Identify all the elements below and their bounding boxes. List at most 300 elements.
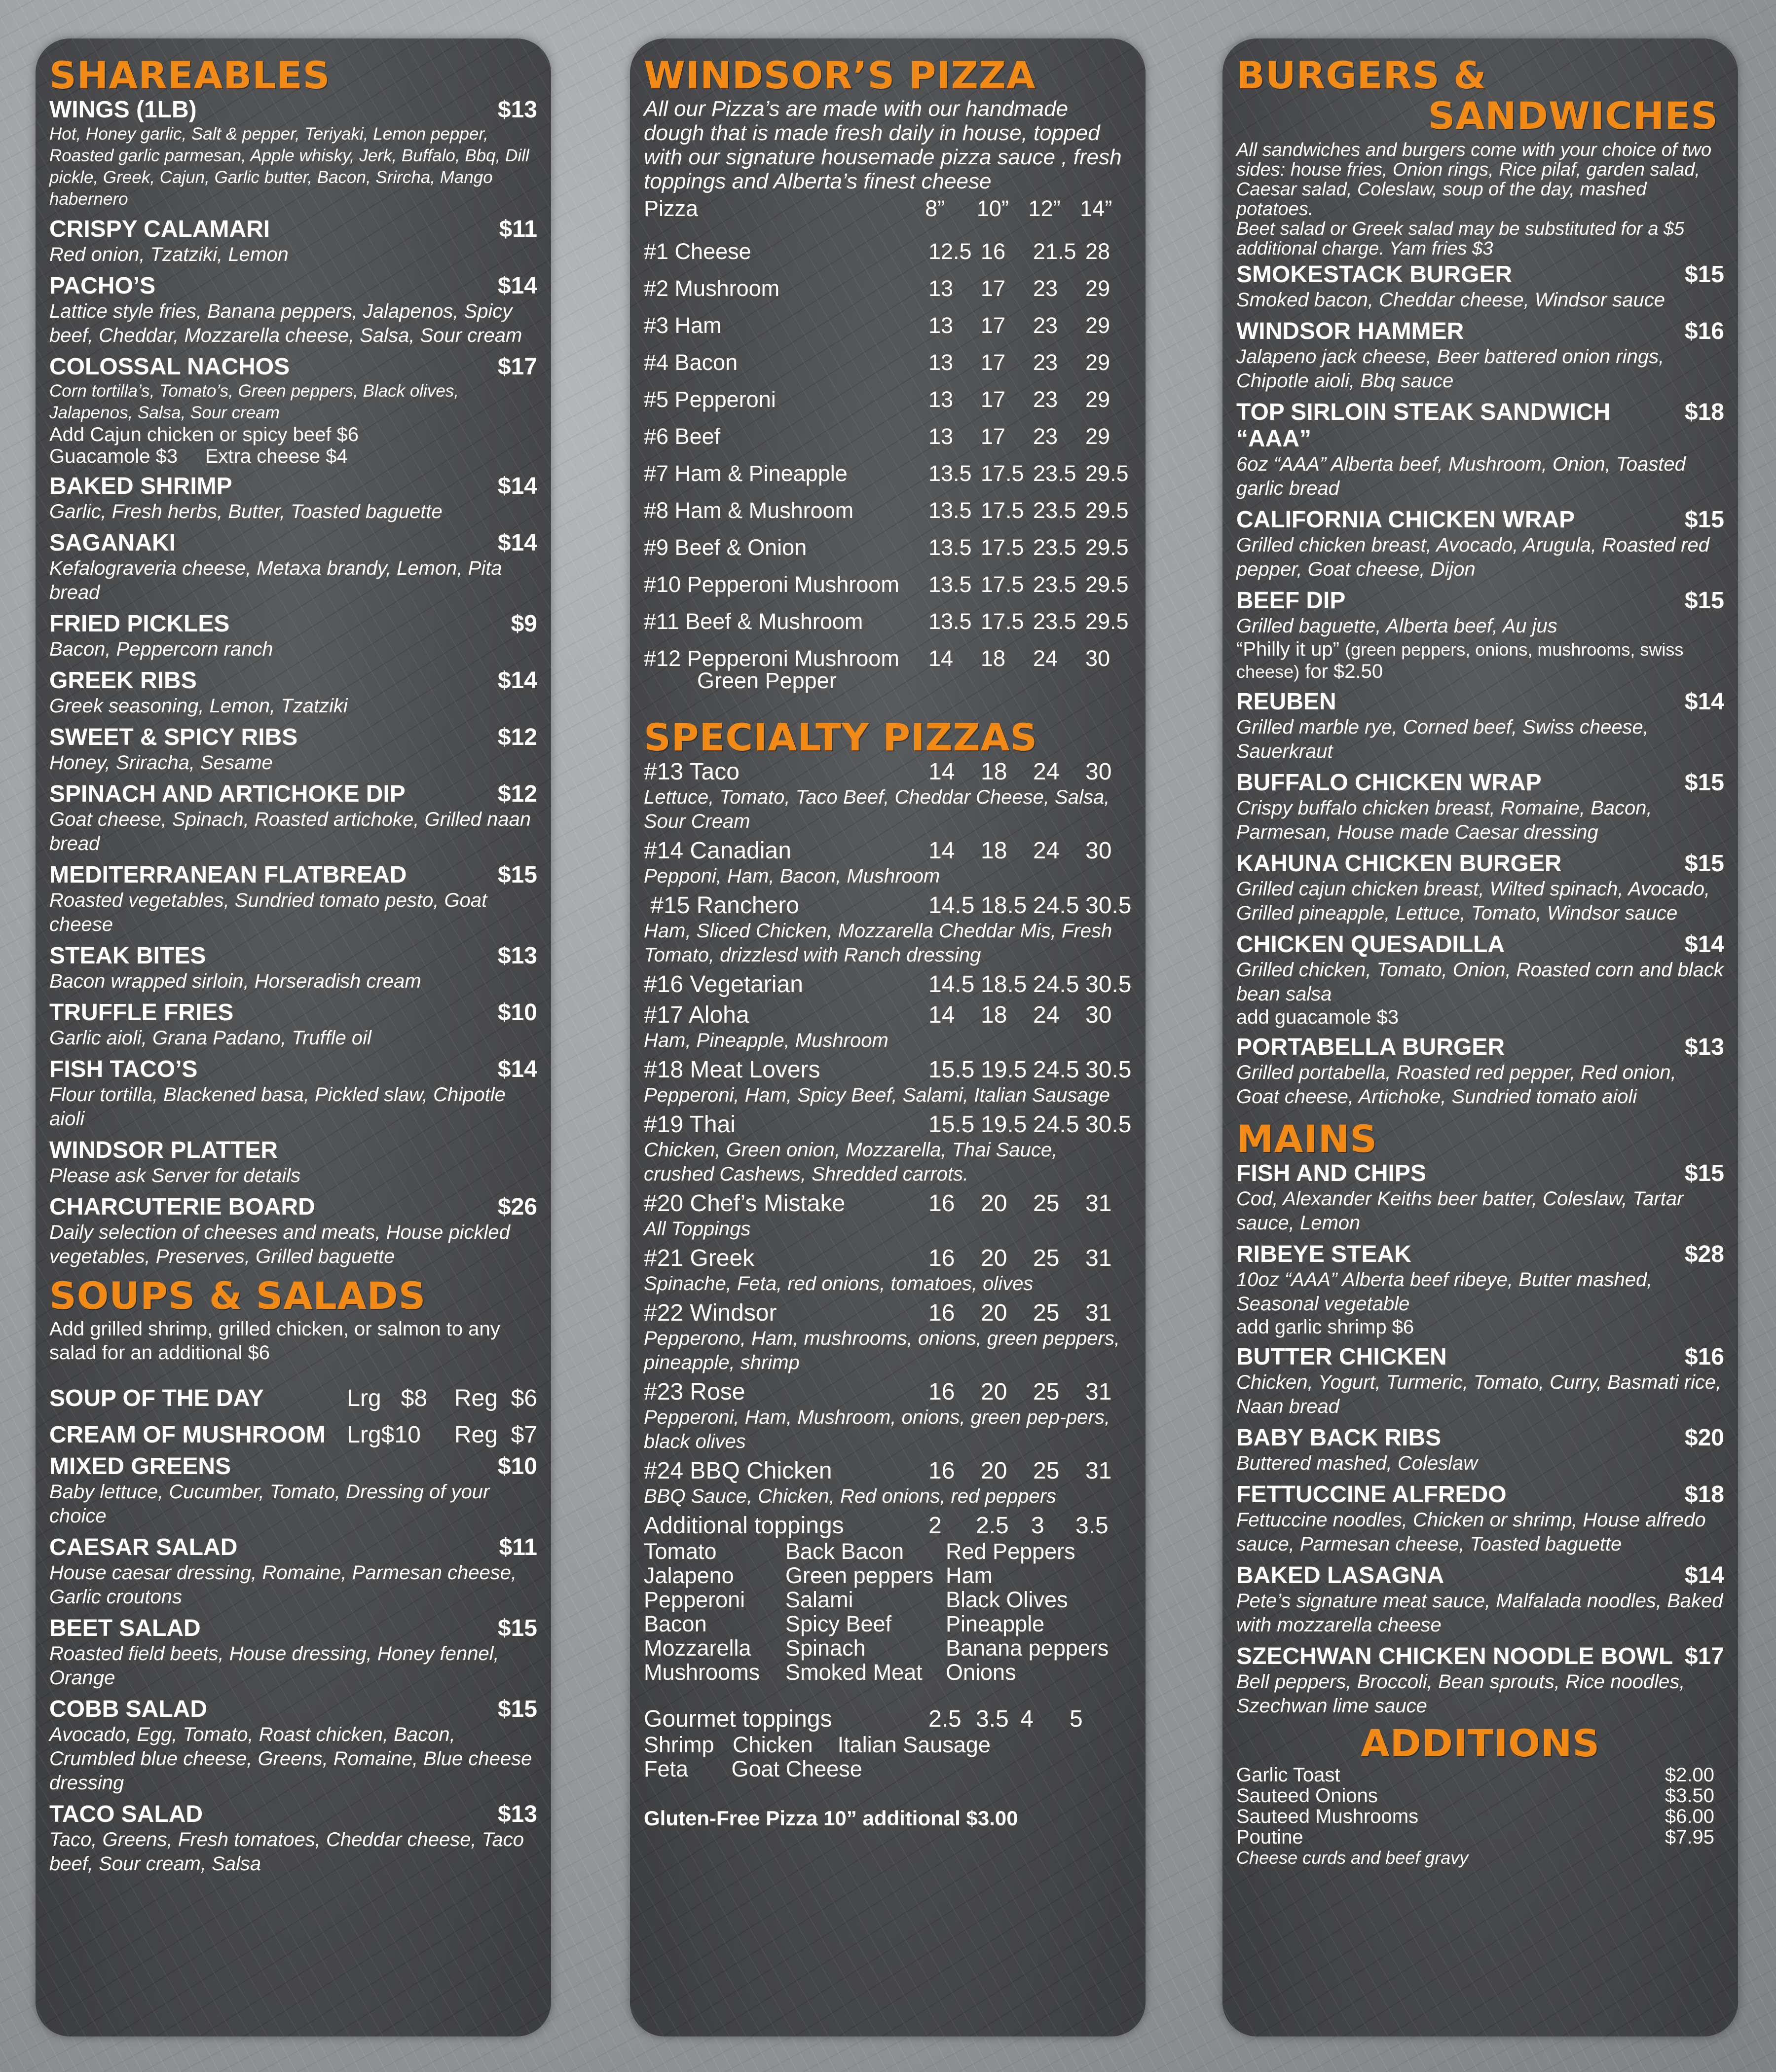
topping: Mozzarella bbox=[644, 1635, 751, 1661]
burgers-intro: All sandwiches and burgers come with your choice of two sides: house fries, Onion rings, Rice pilaf, garden salad, Caesar salad, Coleslaw, soup of the day, mashed potatoes. bbox=[1236, 140, 1712, 220]
menu-item-row bbox=[49, 216, 537, 243]
menu-item-addon: add guacamole $3 bbox=[1236, 1006, 1399, 1028]
topping: Spicy Beef bbox=[785, 1611, 892, 1636]
menu-item bbox=[49, 216, 537, 267]
specialty-pizza-price: 31 bbox=[1085, 1190, 1112, 1217]
toppings-row bbox=[644, 1563, 1132, 1588]
specialty-pizza bbox=[644, 1190, 1132, 1241]
menu-item-description: Bell peppers, Broccoli, Bean sprouts, Rice noodles, Szechwan lime sauce bbox=[1236, 1671, 1685, 1717]
menu-item-price: $18 bbox=[1684, 1481, 1724, 1508]
menu-item-description: Bacon, Peppercorn ranch bbox=[49, 638, 273, 660]
pizza-price: 23.5 bbox=[1033, 572, 1076, 597]
menu-item bbox=[49, 1056, 537, 1131]
menu-item-description: Grilled baguette, Alberta beef, Au jus bbox=[1236, 615, 1557, 637]
burgers-panel bbox=[1222, 38, 1738, 2036]
pizza-price: 17.5 bbox=[981, 461, 1024, 486]
menu-item-name: BUFFALO CHICKEN WRAP bbox=[1236, 770, 1542, 796]
specialty-pizza-name: #18 Meat Lovers bbox=[644, 1057, 820, 1083]
addition-name: Poutine bbox=[1236, 1826, 1303, 1848]
soup-line bbox=[49, 1380, 537, 1417]
burgers-heading-line2: SANDWICHES bbox=[1428, 94, 1718, 138]
specialty-pizza bbox=[644, 1002, 1132, 1053]
soup-name: SOUP OF THE DAY bbox=[49, 1385, 264, 1411]
menu-item-name: GREEK RIBS bbox=[49, 667, 197, 694]
pizza-row bbox=[644, 307, 1132, 344]
menu-item-row bbox=[1236, 770, 1724, 796]
menu-item-addon: Add Cajun chicken or spicy beef $6 bbox=[49, 424, 359, 445]
menu-item-name: TOP SIRLOIN STEAK SANDWICH “AAA” bbox=[1236, 399, 1611, 452]
specialty-pizza-price: 14.5 bbox=[928, 971, 975, 998]
specialty-pizza-description: All Toppings bbox=[644, 1218, 751, 1240]
shareables-panel bbox=[36, 38, 551, 2036]
menu-item-row bbox=[49, 781, 537, 808]
specialty-pizza-price: 30.5 bbox=[1085, 971, 1132, 998]
menu-item-description: Fettuccine noodles, Chicken or shrimp, House alfredo sauce, Parmesan cheese, Toasted baguette bbox=[1236, 1509, 1706, 1555]
menu-item-description: Hot, Honey garlic, Salt & pepper, Teriyaki, Lemon pepper, Roasted garlic parmesan, Apple whisky, Jerk, Buffalo, Bbq, Dill pickle, Greek, Cajun, Garlic butter, Bacon, Srircha, Mango habernero bbox=[49, 124, 529, 209]
menu-item-name: WINGS (1LB) bbox=[49, 97, 197, 123]
menu-item-price: $13 bbox=[497, 943, 537, 969]
specialty-pizza bbox=[644, 971, 1132, 998]
specialty-pizza-row bbox=[644, 1002, 1132, 1029]
specialty-pizza-name: #17 Aloha bbox=[644, 1002, 749, 1028]
philly-label: “Philly it up” bbox=[1236, 638, 1339, 660]
menu-item-price: $18 bbox=[1684, 399, 1724, 425]
specialty-pizza-price: 25 bbox=[1033, 1190, 1060, 1217]
menu-item-price: $11 bbox=[499, 216, 537, 242]
menu-item bbox=[1236, 1160, 1724, 1235]
pizza-price: 28 bbox=[1085, 239, 1110, 264]
topping: Spinach bbox=[785, 1635, 866, 1661]
menu-item-row bbox=[49, 943, 537, 969]
specialty-pizza-price: 24.5 bbox=[1033, 1057, 1079, 1083]
pizza-price: 21.5 bbox=[1033, 239, 1076, 264]
specialty-pizza-row bbox=[644, 1300, 1132, 1327]
toppings-row bbox=[644, 1660, 1132, 1684]
menu-item-row bbox=[49, 530, 537, 556]
menu-item-price: $14 bbox=[1684, 689, 1724, 715]
specialty-pizza-name: #23 Rose bbox=[644, 1379, 745, 1405]
menu-item-name: WINDSOR PLATTER bbox=[49, 1137, 278, 1163]
pizza-price: 24 bbox=[1033, 646, 1058, 671]
pizza-price: 29 bbox=[1085, 313, 1110, 338]
menu-item-price: $9 bbox=[511, 611, 537, 637]
menu-item bbox=[1236, 1241, 1724, 1338]
specialty-pizza-name: #15 Ranchero bbox=[644, 892, 799, 919]
menu-item-row bbox=[1236, 1425, 1724, 1451]
menu-item-row bbox=[49, 1194, 537, 1221]
menu-item-name: PACHO’S bbox=[49, 273, 156, 299]
pizza-price: 29 bbox=[1085, 350, 1110, 375]
pizza-name: #1 Cheese bbox=[644, 239, 751, 264]
pizza-row bbox=[644, 566, 1132, 603]
menu-item-price: $13 bbox=[497, 97, 537, 123]
specialty-pizza bbox=[644, 1111, 1132, 1186]
addition-name: Sauteed Mushrooms bbox=[1236, 1806, 1419, 1827]
addition-row bbox=[1236, 1785, 1724, 1806]
shareables-heading: SHAREABLES bbox=[49, 53, 331, 97]
pizza-price: 17.5 bbox=[981, 572, 1024, 597]
pizza-price: 17.5 bbox=[981, 498, 1024, 523]
menu-item-description: Crispy buffalo chicken breast, Romaine, Bacon, Parmesan, House made Caesar dressing bbox=[1236, 797, 1652, 843]
poutine-note: Cheese curds and beef gravy bbox=[1236, 1848, 1469, 1868]
pizza-name: #7 Ham & Pineapple bbox=[644, 461, 848, 486]
menu-item-row bbox=[49, 1137, 537, 1164]
menu-item-price: $14 bbox=[497, 473, 537, 499]
menu-item-row bbox=[49, 999, 537, 1026]
specialty-pizza-description: Pepponi, Ham, Bacon, Mushroom bbox=[644, 865, 940, 887]
menu-item-price: $15 bbox=[1684, 261, 1724, 288]
menu-item bbox=[1236, 770, 1724, 845]
specialty-pizza-name: #21 Greek bbox=[644, 1245, 755, 1271]
specialty-pizza-price: 18 bbox=[981, 1002, 1007, 1028]
specialty-pizza-row bbox=[644, 971, 1132, 998]
toppings-row bbox=[644, 1588, 1132, 1612]
philly-note: (green peppers, onions, mushrooms, swiss cheese) bbox=[1236, 639, 1684, 682]
specialty-pizza-row bbox=[644, 838, 1132, 864]
specialty-pizza-price: 15.5 bbox=[928, 1057, 975, 1083]
topping: Jalapeno bbox=[644, 1563, 734, 1588]
specialty-pizza-description: Chicken, Green onion, Mozzarella, Thai Sauce, crushed Cashews, Shredded carrots. bbox=[644, 1139, 1058, 1185]
menu-item-name: WINDSOR HAMMER bbox=[1236, 318, 1464, 344]
menu-item-description: Avocado, Egg, Tomato, Roast chicken, Bacon, Crumbled blue cheese, Greens, Romaine, Blue cheese dressing bbox=[49, 1724, 532, 1794]
menu-item-name: REUBEN bbox=[1236, 689, 1336, 715]
soup-large-price: Lrg $8 bbox=[347, 1385, 428, 1411]
menu-item-name: CALIFORNIA CHICKEN WRAP bbox=[1236, 507, 1575, 533]
menu-item-name: CRISPY CALAMARI bbox=[49, 216, 270, 242]
menu-item-name: FRIED PICKLES bbox=[49, 611, 230, 637]
pizza-price: 23 bbox=[1033, 313, 1058, 338]
soup-lines bbox=[49, 1380, 537, 1453]
specialty-pizza-price: 30.5 bbox=[1085, 1057, 1132, 1083]
specialty-pizza-row bbox=[644, 1111, 1132, 1138]
additions-list bbox=[1236, 1765, 1724, 1848]
menu-item-name: SWEET & SPICY RIBS bbox=[49, 724, 298, 750]
pizza-price: 29 bbox=[1085, 276, 1110, 301]
menu-item-description: Garlic, Fresh herbs, Butter, Toasted baguette bbox=[49, 501, 443, 522]
menu-item-price: $17 bbox=[497, 354, 537, 380]
specialty-pizza-price: 16 bbox=[928, 1190, 955, 1217]
specialty-pizza-price: 16 bbox=[928, 1300, 955, 1326]
pizza-price: 13 bbox=[928, 350, 954, 375]
menu-item-description: Grilled cajun chicken breast, Wilted spinach, Avocado, Grilled pineapple, Lettuce, Tomato, Windsor sauce bbox=[1236, 878, 1710, 924]
menu-item-description: Chicken, Yogurt, Turmeric, Tomato, Curry, Basmati rice, Naan bread bbox=[1236, 1371, 1722, 1417]
menu-item bbox=[49, 1137, 537, 1188]
specialty-pizza-name: #14 Canadian bbox=[644, 838, 791, 864]
specialty-pizza-price: 25 bbox=[1033, 1379, 1060, 1405]
addition-row bbox=[1236, 1765, 1724, 1785]
menu-item bbox=[49, 1801, 537, 1876]
specialty-pizza bbox=[644, 1379, 1132, 1454]
addition-price: $6.00 bbox=[1665, 1806, 1714, 1827]
menu-item-description: House caesar dressing, Romaine, Parmesan cheese, Garlic croutons bbox=[49, 1562, 517, 1608]
menu-item-row bbox=[49, 611, 537, 637]
specialty-pizza-price: 30 bbox=[1085, 1002, 1112, 1028]
pizza-price: 13.5 bbox=[928, 572, 972, 597]
pizza-row bbox=[644, 344, 1132, 381]
menu-item-description: 6oz “AAA” Alberta beef, Mushroom, Onion, Toasted garlic bread bbox=[1236, 453, 1686, 499]
pizza-name: #5 Pepperoni bbox=[644, 387, 776, 412]
specialty-pizza-row bbox=[644, 1458, 1132, 1484]
menu-item-description: Grilled chicken, Tomato, Onion, Roasted corn and black bean salsa bbox=[1236, 959, 1724, 1005]
menu-item-row bbox=[49, 1534, 537, 1561]
specialty-pizza-description: Spinache, Feta, red onions, tomatoes, olives bbox=[644, 1273, 1034, 1295]
pizza-name: #10 Pepperoni Mushroom bbox=[644, 572, 899, 597]
menu-item-addon: Guacamole $3 Extra cheese $4 bbox=[49, 445, 348, 467]
menu-item-row bbox=[1236, 1643, 1724, 1670]
menu-item-name: MEDITERRANEAN FLATBREAD bbox=[49, 862, 407, 888]
menu-item-name: BUTTER CHICKEN bbox=[1236, 1344, 1447, 1370]
specialty-pizza-name: #19 Thai bbox=[644, 1111, 736, 1138]
pizza-name: #11 Beef & Mushroom bbox=[644, 609, 863, 634]
menu-item-description: Greek seasoning, Lemon, Tzatziki bbox=[49, 695, 348, 717]
specialty-pizza-price: 24.5 bbox=[1033, 1111, 1079, 1138]
menu-item-price: $15 bbox=[1684, 507, 1724, 533]
menu-item-price: $10 bbox=[497, 1453, 537, 1480]
philly-price: for $2.50 bbox=[1305, 661, 1383, 682]
menu-item-row bbox=[49, 1801, 537, 1828]
menu-item bbox=[1236, 1425, 1724, 1476]
menu-item-description: Baby lettuce, Cucumber, Tomato, Dressing of your choice bbox=[49, 1481, 490, 1527]
menu-item bbox=[49, 611, 537, 662]
menu-item-price: $10 bbox=[497, 999, 537, 1026]
menu-item-price: $16 bbox=[1684, 318, 1724, 344]
menu-item-price: $15 bbox=[1684, 1160, 1724, 1186]
specialty-pizza-name: #24 BBQ Chicken bbox=[644, 1458, 832, 1484]
specialty-pizza-description: Ham, Sliced Chicken, Mozzarella Cheddar Mis, Fresh Tomato, drizzlesd with Ranch dressing bbox=[644, 920, 1112, 966]
menu-item-name: MIXED GREENS bbox=[49, 1453, 231, 1480]
pizza-table bbox=[644, 233, 1132, 677]
specialty-pizza bbox=[644, 1245, 1132, 1296]
menu-item-row bbox=[1236, 851, 1724, 877]
specialty-pizza-price: 16 bbox=[928, 1379, 955, 1405]
menu-item-description: Daily selection of cheeses and meats, House pickled vegetables, Preserves, Grilled baguette bbox=[49, 1221, 510, 1267]
menu-item-name: SPINACH AND ARTICHOKE DIP bbox=[49, 781, 406, 807]
specialty-pizza-price: 18 bbox=[981, 759, 1007, 785]
pizza-price: 23 bbox=[1033, 350, 1058, 375]
pizza-price: 17.5 bbox=[981, 609, 1024, 634]
pizza-name: #6 Beef bbox=[644, 424, 721, 449]
pizza-row bbox=[644, 492, 1132, 529]
specialty-pizza bbox=[644, 892, 1132, 967]
menu-item-price: $14 bbox=[1684, 931, 1724, 958]
specialty-pizza-price: 31 bbox=[1085, 1458, 1112, 1484]
menu-item-price: $14 bbox=[1684, 1562, 1724, 1589]
specialty-pizza-price: 31 bbox=[1085, 1379, 1112, 1405]
pizza-price: 13 bbox=[928, 387, 954, 412]
menu-item-description: Grilled chicken breast, Avocado, Arugula, Roasted red pepper, Goat cheese, Dijon bbox=[1236, 534, 1710, 580]
menu-item-row bbox=[1236, 1481, 1724, 1508]
specialty-pizza-price: 24 bbox=[1033, 838, 1060, 864]
specialty-pizza-price: 19.5 bbox=[981, 1111, 1027, 1138]
specialty-pizza-price: 20 bbox=[981, 1458, 1007, 1484]
additions-heading: ADDITIONS bbox=[1360, 1721, 1600, 1765]
pizza-row bbox=[644, 270, 1132, 307]
specialty-pizza-price: 18.5 bbox=[981, 892, 1027, 919]
pizza-price: 29.5 bbox=[1085, 609, 1129, 634]
specialty-pizza-price: 14 bbox=[928, 1002, 955, 1028]
pizza-size-header: Pizza 8” 10” 12” 14” bbox=[644, 196, 1112, 221]
pizza-row bbox=[644, 233, 1132, 270]
specialty-pizza bbox=[644, 838, 1132, 888]
pizza-price: 23.5 bbox=[1033, 461, 1076, 486]
menu-item-row bbox=[1236, 689, 1724, 715]
pizza-price: 12.5 bbox=[928, 239, 972, 264]
menu-item-row bbox=[1236, 261, 1724, 288]
menu-item-price: $14 bbox=[497, 1056, 537, 1082]
menu-item-name: STEAK BITES bbox=[49, 943, 206, 969]
gourmet-line-1: Shrimp Chicken Italian Sausage bbox=[644, 1732, 991, 1757]
specialty-pizza-price: 18 bbox=[981, 838, 1007, 864]
specialty-pizza-row bbox=[644, 1190, 1132, 1217]
topping: Salami bbox=[785, 1587, 853, 1612]
menu-item-row bbox=[49, 667, 537, 694]
specialty-pizza-price: 14 bbox=[928, 838, 955, 864]
menu-item bbox=[1236, 931, 1724, 1028]
topping: Back Bacon bbox=[785, 1539, 904, 1564]
menu-item-name: TACO SALAD bbox=[49, 1801, 203, 1827]
menu-item-description: Grilled portabella, Roasted red pepper, Red onion, Goat cheese, Artichoke, Sundried tomato aioli bbox=[1236, 1062, 1676, 1108]
pizza-name: #4 Bacon bbox=[644, 350, 738, 375]
menu-item-name: BABY BACK RIBS bbox=[1236, 1425, 1442, 1451]
menu-item-name: BEEF DIP bbox=[1236, 588, 1346, 614]
menu-item bbox=[49, 862, 537, 937]
soup-large-price: Lrg$10 bbox=[347, 1422, 421, 1448]
menu-item-price: $12 bbox=[497, 724, 537, 750]
soup-regular-price: Reg $6 bbox=[454, 1385, 537, 1411]
pizza-row bbox=[644, 455, 1132, 492]
menu-item-row bbox=[1236, 588, 1724, 614]
menu-item-name: FETTUCCINE ALFREDO bbox=[1236, 1481, 1507, 1508]
menu-item bbox=[49, 1615, 537, 1690]
pizza-price: 17 bbox=[981, 424, 1006, 449]
menu-item bbox=[49, 1453, 537, 1528]
menu-item-row bbox=[1236, 1160, 1724, 1187]
specialty-heading: SPECIALTY PIZZAS bbox=[644, 715, 1038, 759]
toppings-row bbox=[644, 1636, 1132, 1660]
soups-heading: SOUPS & SALADS bbox=[49, 1274, 426, 1318]
specialty-pizza-price: 14 bbox=[928, 759, 955, 785]
menu-item bbox=[49, 473, 537, 524]
mains-heading: MAINS bbox=[1236, 1117, 1378, 1161]
specialty-pizza-description: Pepperoni, Ham, Spicy Beef, Salami, Italian Sausage bbox=[644, 1084, 1110, 1106]
soup-regular-price: Reg $7 bbox=[454, 1422, 537, 1448]
addition-row bbox=[1236, 1827, 1724, 1848]
pizza-name: #2 Mushroom bbox=[644, 276, 780, 301]
menu-item-description: 10oz “AAA” Alberta beef ribeye, Butter mashed, Seasonal vegetable bbox=[1236, 1269, 1653, 1315]
topping: Onions bbox=[946, 1660, 1016, 1685]
specialty-pizza-price: 20 bbox=[981, 1245, 1007, 1271]
menu-item-name: BAKED SHRIMP bbox=[49, 473, 232, 499]
menu-item bbox=[1236, 1481, 1724, 1556]
menu-item-description: Jalapeno jack cheese, Beer battered onion rings, Chipotle aioli, Bbq sauce bbox=[1236, 346, 1665, 392]
menu-item-name: SMOKESTACK BURGER bbox=[1236, 261, 1513, 288]
menu-item-row bbox=[49, 1056, 537, 1083]
pizza-row bbox=[644, 603, 1132, 640]
menu-item-price: $13 bbox=[497, 1801, 537, 1827]
menu-item-price: $20 bbox=[1684, 1425, 1724, 1451]
gluten-free-note: Gluten-Free Pizza 10” additional $3.00 bbox=[644, 1807, 1018, 1830]
specialty-pizza-row bbox=[644, 1245, 1132, 1272]
menu-item-description: Kefalograveria cheese, Metaxa brandy, Lemon, Pita bread bbox=[49, 557, 502, 603]
menu-item-description: Grilled marble rye, Corned beef, Swiss cheese, Sauerkraut bbox=[1236, 716, 1649, 762]
specialty-pizza-description: Pepperono, Ham, mushrooms, onions, green peppers, pineapple, shrimp bbox=[644, 1328, 1120, 1373]
addition-price: $7.95 bbox=[1665, 1826, 1714, 1848]
menu-item-row bbox=[1236, 1241, 1724, 1268]
menu-item-price: $15 bbox=[1684, 588, 1724, 614]
menu-item-price: $15 bbox=[1684, 770, 1724, 796]
pizza-row bbox=[644, 418, 1132, 455]
specialty-pizza-price: 25 bbox=[1033, 1245, 1060, 1271]
pizza-price: 13.5 bbox=[928, 498, 972, 523]
pizza-price: 23.5 bbox=[1033, 498, 1076, 523]
specialty-pizza-price: 31 bbox=[1085, 1245, 1112, 1271]
pizza-price: 23.5 bbox=[1033, 609, 1076, 634]
menu-item bbox=[1236, 507, 1724, 582]
pizza-heading: WINDSOR’S PIZZA bbox=[644, 53, 1036, 97]
menu-item-addon: add garlic shrimp $6 bbox=[1236, 1316, 1414, 1338]
pizza-price: 23 bbox=[1033, 387, 1058, 412]
addition-price: $3.50 bbox=[1665, 1785, 1714, 1807]
menu-item-description: Honey, Sriracha, Sesame bbox=[49, 752, 273, 774]
specialty-pizza-price: 24.5 bbox=[1033, 971, 1079, 998]
specialty-pizza-price: 24 bbox=[1033, 759, 1060, 785]
topping: Pepperoni bbox=[644, 1587, 745, 1612]
specialty-list bbox=[644, 759, 1132, 1509]
menu-item-row bbox=[1236, 1034, 1724, 1061]
burger-list bbox=[1236, 261, 1724, 1109]
menu-item-price: $14 bbox=[497, 667, 537, 694]
menu-item bbox=[49, 999, 537, 1050]
menu-item-description: Roasted vegetables, Sundried tomato pesto, Goat cheese bbox=[49, 889, 487, 935]
menu-item-description: Red onion, Tzatziki, Lemon bbox=[49, 244, 289, 265]
menu-item-name: CHICKEN QUESADILLA bbox=[1236, 931, 1505, 958]
menu-item-row bbox=[1236, 318, 1724, 345]
addition-name: Garlic Toast bbox=[1236, 1764, 1340, 1786]
menu-item-price: $26 bbox=[497, 1194, 537, 1220]
menu-item-row bbox=[49, 724, 537, 751]
soup-name: CREAM OF MUSHROOM bbox=[49, 1422, 326, 1448]
pizza-price: 17 bbox=[981, 387, 1006, 412]
menu-item-name: SZECHWAN CHICKEN NOODLE BOWL bbox=[1236, 1643, 1673, 1669]
menu-item-price: $13 bbox=[1684, 1034, 1724, 1060]
menu-item bbox=[49, 273, 537, 348]
pizza-price: 23 bbox=[1033, 424, 1058, 449]
pizza-price: 13 bbox=[928, 424, 954, 449]
gourmet-line-2: Feta Goat Cheese bbox=[644, 1756, 862, 1781]
specialty-pizza-price: 30 bbox=[1085, 759, 1112, 785]
menu-item-row bbox=[49, 273, 537, 299]
menu-item-name: BAKED LASAGNA bbox=[1236, 1562, 1444, 1589]
specialty-pizza-description: BBQ Sauce, Chicken, Red onions, red peppers bbox=[644, 1485, 1057, 1507]
menu-item-description: Flour tortilla, Blackened basa, Pickled slaw, Chipotle aioli bbox=[49, 1084, 506, 1130]
menu-item-row bbox=[1236, 1344, 1724, 1370]
topping: Pineapple bbox=[946, 1611, 1045, 1636]
pizza-row bbox=[644, 529, 1132, 566]
menu-item bbox=[49, 667, 537, 718]
menu-item-description: Corn tortilla’s, Tomato’s, Green peppers, Black olives, Jalapenos, Salsa, Sour cream bbox=[49, 381, 459, 422]
additional-toppings-header: Additional toppings 2 2.5 3 3.5 bbox=[644, 1513, 1109, 1539]
menu-item bbox=[1236, 689, 1724, 764]
toppings-row bbox=[644, 1612, 1132, 1636]
mains-list bbox=[1236, 1160, 1724, 1718]
menu-item-description: Roasted field beets, House dressing, Honey fennel, Orange bbox=[49, 1643, 499, 1689]
menu-item-description: Please ask Server for details bbox=[49, 1165, 301, 1186]
specialty-pizza-price: 20 bbox=[981, 1300, 1007, 1326]
specialty-pizza bbox=[644, 759, 1132, 834]
specialty-pizza-row bbox=[644, 1057, 1132, 1083]
specialty-pizza-price: 24 bbox=[1033, 1002, 1060, 1028]
menu-item-price: $15 bbox=[497, 1696, 537, 1722]
